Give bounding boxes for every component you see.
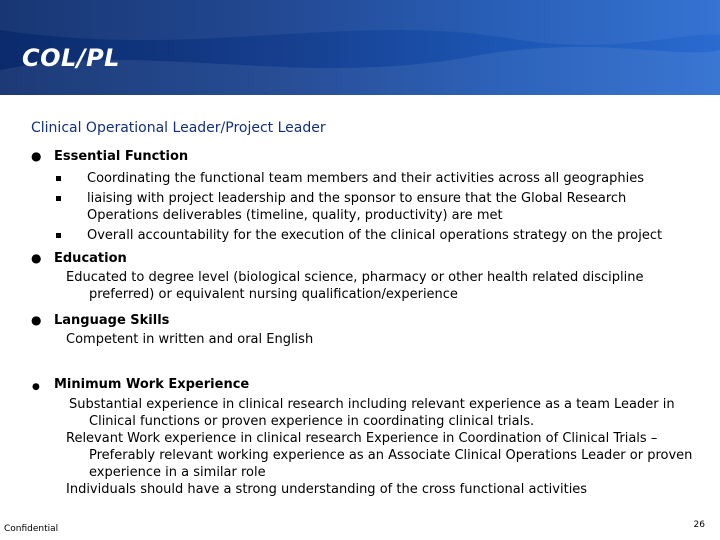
slide-subtitle: Clinical Operational Leader/Project Leader xyxy=(31,120,326,136)
language-skills-section xyxy=(31,312,701,352)
essential-function-list xyxy=(56,170,706,247)
square-bullet-icon xyxy=(56,176,61,181)
list-item: Coordinating the functional team members and their activities across all geographies xyxy=(56,170,706,187)
small-bullet-icon: ● xyxy=(32,382,40,392)
slide-header-banner xyxy=(0,0,720,95)
square-bullet-icon xyxy=(56,196,61,201)
education-text: Educated to degree level (biological science, pharmacy or other health related discipline preferred) or equivalent nursing qualification/experience xyxy=(66,270,644,302)
confidential-label: Confidential xyxy=(4,524,59,534)
education-section xyxy=(31,250,701,306)
language-skills-heading: Language Skills xyxy=(54,313,170,328)
page-number: 26 xyxy=(693,520,705,530)
square-bullet-icon xyxy=(56,233,61,238)
round-bullet-icon: ● xyxy=(31,149,42,163)
education-heading: Education xyxy=(54,251,127,266)
work-experience-heading: Minimum Work Experience xyxy=(54,377,250,392)
essential-function-section xyxy=(31,148,701,248)
work-experience-section xyxy=(31,376,701,506)
round-bullet-icon: ● xyxy=(31,251,42,265)
language-skills-text: Competent in written and oral English xyxy=(66,332,314,347)
list-item: Overall accountability for the execution of the clinical operations strategy on the project xyxy=(56,227,706,244)
slide-title: COL/PL xyxy=(22,44,120,72)
essential-function-heading: Essential Function xyxy=(54,149,189,164)
work-experience-text: Substantial experience in clinical research including relevant experience as a team Leader in Clinical functions or proven experience in coordinating clinical trials. Relevant Work experience in clinical research Experience in Coordination of Clinical Trials – Preferably relevant working experience as an Associate Clinical Operations Leader or proven experience in a similar role Individuals should have a strong understanding of the cross functional activities xyxy=(66,397,693,497)
list-item-continuation: Operations deliverables (timeline, quality, productivity) are met xyxy=(87,208,503,223)
round-bullet-icon: ● xyxy=(31,313,42,327)
list-item: liaising with project leadership and the sponsor to ensure that the Global Research xyxy=(56,190,706,207)
